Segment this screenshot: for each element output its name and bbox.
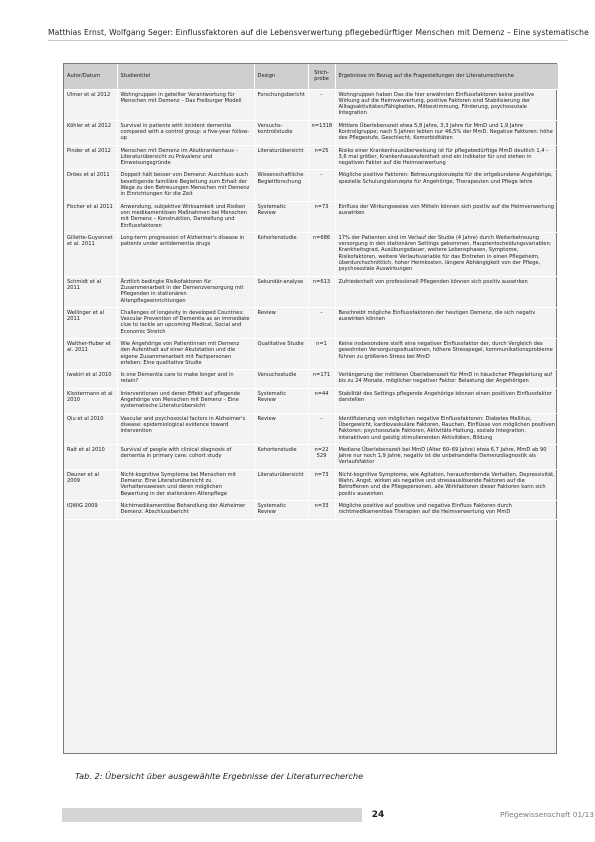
cell-title: Menschen mit Demenz im Akutkrankenhaus – Literaturübersicht zu Prävalenz und Einweisungsgründe — [117, 145, 254, 170]
literature-table-container — [63, 63, 557, 754]
table-row — [64, 145, 558, 170]
cell-author: Gillette-Guyonnet et al. 2011 — [64, 232, 117, 276]
cell-sample: – — [308, 170, 335, 201]
cell-results: Verlängerung der mittleren Überlebenszeit für MmD in häuslicher Pflegeleitung auf bis zu 24 Monate, möglicher negativer Faktor: Belastung der Angehörigen — [335, 370, 558, 389]
cell-sample: n=171 — [308, 370, 335, 389]
cell-author: Rait et al 2010 — [64, 444, 117, 469]
cell-results: Nicht-kognitive Symptome, wie Agitation, herausfordernde Verhalten, Depressivität, Wahn, Angst, wirken als negative und stressauslösende Faktoren auf die Betroffenen und die Pflegepersonen, alle Wirkfaktoren dieser Faktoren kann sich positiv auswirken — [335, 469, 558, 500]
cell-results: Mögliche positive Faktoren: Betreuungskonzepte für die ortgebundene Angehörige, spezielle Schulungskonzepte für Angehörige, Therapeuten und Pflege lehre — [335, 170, 558, 201]
cell-title: Survival of people with clinical diagnosis of dementia in primary care: cohort study — [117, 444, 254, 469]
cell-title: Nicht-kognitive Symptome bei Menschen mit Demenz. Eine Literaturübersicht zu Verhaltensweisen und deren möglichen Bewertung in der stationären Altenpflege — [117, 469, 254, 500]
footer-bar — [62, 808, 362, 822]
cell-design: Systematic Review — [254, 500, 308, 519]
cell-design: Literaturübersicht — [254, 145, 308, 170]
header-divider — [48, 40, 568, 41]
cell-author: Schmidt et al 2011 — [64, 276, 117, 307]
cell-author: IQWiG 2009 — [64, 500, 117, 519]
cell-title: Ärztlich bedingte Risikofaktoren für Zusammenarbeit in der Demenzversorgung mit Pflegenden in stationären Altenpflegeeinrichtungen — [117, 276, 254, 307]
running-head: Matthias Ernst, Wolfgang Seger: Einflussfaktoren auf die Lebensverwertung pflegebedürftiger Menschen mit Demenz – Eine systematische — [48, 28, 589, 37]
cell-author: Fischer et al 2011 — [64, 201, 117, 232]
cell-author: Iwakiri et al 2010 — [64, 370, 117, 389]
cell-sample: – — [308, 307, 335, 338]
cell-design: Review — [254, 413, 308, 444]
cell-title: Interventionen und deren Effekt auf pflegende Angehörige von Menschen mit Demenz – Eine systematische Literaturübersicht — [117, 388, 254, 413]
table-row — [64, 276, 558, 307]
cell-design: Kohortenstudie — [254, 232, 308, 276]
table-row — [64, 388, 558, 413]
literature-table — [64, 64, 558, 520]
table-row — [64, 89, 558, 120]
cell-results: Zufriedenheit von professionell Pflegenden können sich positiv auswirken — [335, 276, 558, 307]
table-row — [64, 170, 558, 201]
cell-design: Kohortenstudie — [254, 444, 308, 469]
cell-sample: n=686 — [308, 232, 335, 276]
column-header-sample: Stich-probe — [308, 64, 335, 89]
table-row — [64, 201, 558, 232]
cell-sample: n=1318 — [308, 120, 335, 145]
column-header-title: Studientitel — [117, 64, 254, 89]
table-row — [64, 444, 558, 469]
cell-author: Qiu et al 2010 — [64, 413, 117, 444]
cell-title: Vascular and psychosocial factors in Alzheimer's disease: epidemiological evidence toward intervention — [117, 413, 254, 444]
cell-title: Challenges of longevity in developed Countries: Vascular Prevention of Dementia as an immediate clue to tackle an upcoming Medical, Social and Economic Stretch — [117, 307, 254, 338]
table-row — [64, 307, 558, 338]
column-header-design: Design — [254, 64, 308, 89]
cell-design: Wissenschaftliche Begleitforschung — [254, 170, 308, 201]
table-row — [64, 413, 558, 444]
cell-title: Wohngruppen in geteilter Verantwortung für Menschen mit Demenz – Das Freiburger Modell — [117, 89, 254, 120]
cell-results: Wohngruppen haben Das die hier erwähnten Einflussfaktoren keine positive Wirkung auf die Heimverwertung, positive Faktoren sind Stabilisierung der Alltagsaktivitäten/Fähigkeiten, Mitbestimmung, Förderung, psychosoziale Integration — [335, 89, 558, 120]
journal-reference: Pflegewissenschaft 01/13 — [500, 810, 595, 819]
cell-sample: n=613 — [308, 276, 335, 307]
cell-title: Doppelt hält besser von Demenz: Auschluss auch beseitigende familiäre Begleitung zum Erhalt der Wege zu den Betreuungen Menschen mit Demenz in Einrichtungen für die Zeit — [117, 170, 254, 201]
cell-sample: – — [308, 89, 335, 120]
table-row — [64, 370, 558, 389]
column-header-results: Ergebnisse im Bezug auf die Fragestellungen der Literaturrecherche — [335, 64, 558, 89]
table-row — [64, 339, 558, 370]
cell-design: Versuchs-kontrollstudie — [254, 120, 308, 145]
cell-title: Anwendung, subjektive Wirksamkeit und Risiken von medikamentösen Maßnahmen bei Menschen mit Demenz – Konstruktion, Darstellung und Einflussfaktoren — [117, 201, 254, 232]
table-row — [64, 120, 558, 145]
cell-results: Mittlere Überlebenszeit etwa 5,8 Jahre, 3,3 Jahre für MmD und 1,9 Jahre Kontrollgruppe; nach 5 Jahren lebten nur 46,5% der MmD. Negative Faktoren: höhe des Pflegestufe, Geschlecht, Komorbiditäten — [335, 120, 558, 145]
cell-author: Pinder et al 2012 — [64, 145, 117, 170]
cell-results: Einfluss der Wirkungsweise von Mitteln können sich positiv auf die Heimverwertung auswirken — [335, 201, 558, 232]
cell-design: Versuchsstudie — [254, 370, 308, 389]
cell-author: Köhler et al 2012 — [64, 120, 117, 145]
cell-author: Deuner et al 2009 — [64, 469, 117, 500]
cell-sample: n=73 — [308, 469, 335, 500]
cell-author: Ulmer et al 2012 — [64, 89, 117, 120]
cell-results: Beschreibt mögliche Einflussfaktoren der heutigen Demenz, die sich negativ auswirken können — [335, 307, 558, 338]
cell-title: Wie Angehörige von Patientinnen mit Demenz den Aufenthalt auf einer Akutstation und die eigene Zusammenarbeit mit Fachpersonen erleben: Eine qualitative Studie — [117, 339, 254, 370]
cell-sample: n=25 — [308, 145, 335, 170]
page-number: 24 — [371, 810, 385, 820]
cell-sample: n=1 — [308, 339, 335, 370]
cell-design: Sekundär-analyse — [254, 276, 308, 307]
table-header-row — [64, 64, 558, 89]
cell-results: 17% der Patienten sind im Verlauf der Studie (4 Jahre) durch Weiterbetreuung versorgung in den stationären Settings gekommen, Hauptentscheidungsvariablen: Krankheitsgrad, Ausübungsdauer, weitere Lebensphasen, Symptome, Risikofaktoren, weitere Verlaufsvariable für das Eintreten in einen Pflegeheim, überdurchschnittlich, hoher Heimkosten, längere Abhängigkeit von der Pflege, psychosoziale Auswirkungen — [335, 232, 558, 276]
cell-author: Klostermann et al 2010 — [64, 388, 117, 413]
cell-sample: – — [308, 413, 335, 444]
cell-results: Identifizierung von möglichen negative Einflussfaktoren: Diabetes Mellitus, Übergewicht, kardiovaskuläre Faktoren, Rauchen, Einflüsse von möglichen positiven Faktoren: psychosoziale Faktoren, Aktivitäts-Haltung, soziale Integration, interaktiven und geistig stimulierenden Aktivitäten, Bildung — [335, 413, 558, 444]
cell-author: Walther-Huber et al. 2011 — [64, 339, 117, 370]
cell-sample: n=73 — [308, 201, 335, 232]
cell-results: Risiko einer Krankenhausüberweisung ist für pflegebedürftige MmD deutlich 1,4 – 3,6 mal größer, Krankenhausaufenthalt sind ein Indikator für und stehen in negativen Faktor auf die Heimverwertung — [335, 145, 558, 170]
cell-title: Is one Dementia care to make longer and in retain? — [117, 370, 254, 389]
cell-sample: n=22 529 — [308, 444, 335, 469]
cell-title: Nichtmedikamentöse Behandlung der Alzheimer Demenz. Abschlussbericht — [117, 500, 254, 519]
cell-sample: n=44 — [308, 388, 335, 413]
cell-results: Mediane Überlebenszeit bei MmD (Alter 60–69 Jahre) etwa 6,7 Jahre, MmD ab 90 Jahre nur noch 1,9 Jahre, negativ ist die unbehandelte Demenzdiagnostik als Verlaufsfaktor — [335, 444, 558, 469]
table-body — [64, 89, 558, 519]
cell-author: Wellinger et al 2011 — [64, 307, 117, 338]
column-header-author: Autor/Datum — [64, 64, 117, 89]
cell-title: Long-term progression of Alzheimer's disease in patients under antidementia drugs — [117, 232, 254, 276]
cell-title: Survival in patients with incident dementia compared with a control group: a five-year follow-up — [117, 120, 254, 145]
cell-design: Qualitative Studie — [254, 339, 308, 370]
cell-design: Review — [254, 307, 308, 338]
cell-results: Keine insbesondere stellt eine negativer Einflussfaktor der, durch Vergleich des gewohnten Versorgungssituationen, höhere Stresspegel, kommunikationsprobleme führen zu größeren Stress bei MmD — [335, 339, 558, 370]
table-row — [64, 232, 558, 276]
table-caption: Tab. 2: Übersicht über ausgewählte Ergebnisse der Literaturrecherche — [75, 771, 364, 781]
cell-results: Mögliche positive auf positive und negative Einfluss Faktoren durch nichtmedikamentöse Therapien auf die Heimverwertung von MmD — [335, 500, 558, 519]
table-row — [64, 500, 558, 519]
cell-design: Systematic Review — [254, 388, 308, 413]
cell-design: Literaturübersicht — [254, 469, 308, 500]
cell-author: Dröes et al 2011 — [64, 170, 117, 201]
cell-results: Stabilität des Settings pflegende Angehörige können einen positiven Einflussfaktor darstellen — [335, 388, 558, 413]
cell-sample: n=33 — [308, 500, 335, 519]
table-row — [64, 469, 558, 500]
cell-design: Forschungsbericht — [254, 89, 308, 120]
cell-design: Systematic Review — [254, 201, 308, 232]
